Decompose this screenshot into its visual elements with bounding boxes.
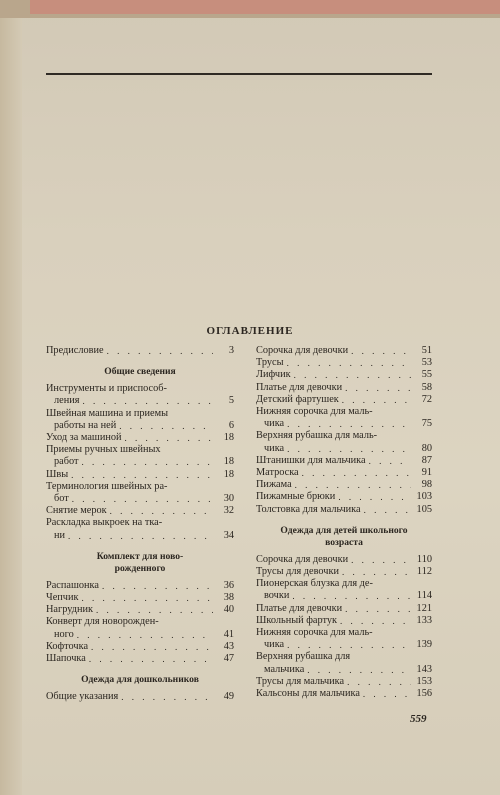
toc-entry-title: Чепчик — [46, 592, 79, 604]
toc-entry — [256, 578, 432, 602]
toc-entry-title: Матроска — [256, 467, 299, 479]
leader-dots — [340, 615, 411, 627]
toc-entry-page: 38 — [223, 592, 234, 604]
toc-entry-title: Верхняя рубашка для маль- — [256, 430, 378, 442]
toc-entry — [46, 604, 234, 616]
toc-left-column — [46, 345, 234, 703]
toc-entry-title: Уход за машиной — [46, 432, 122, 444]
toc-entry-title: Сорочка для девочки — [256, 345, 349, 356]
leader-dots — [71, 469, 213, 481]
toc-entry-title-cont: работы на ней — [54, 419, 117, 431]
toc-entry-page: 36 — [223, 579, 234, 591]
toc-entry-page: 72 — [421, 393, 432, 405]
toc-entry — [46, 408, 234, 432]
toc-entry-title-cont: ного — [54, 628, 74, 640]
toc-entry-title: Сорочка для девочки — [256, 553, 349, 565]
toc-entry-page: 41 — [223, 628, 234, 640]
toc-entry-page: 18 — [223, 432, 234, 444]
leader-dots — [292, 590, 411, 602]
toc-entry-page: 112 — [416, 566, 432, 578]
leader-dots — [96, 604, 213, 616]
toc-entry-title: Приемы ручных швейных — [46, 444, 161, 456]
leader-dots — [287, 357, 411, 369]
toc-entry — [256, 491, 432, 503]
leader-dots — [338, 491, 411, 503]
toc-entry-title: Пижама — [256, 479, 292, 491]
toc-entry — [46, 592, 234, 604]
leader-dots — [347, 676, 411, 688]
leader-dots — [363, 688, 411, 700]
section-heading-line: рожденного — [114, 562, 166, 574]
toc-entry-title: Трусы для мальчика — [256, 675, 345, 687]
toc-entry-page: 53 — [421, 357, 432, 369]
leader-dots — [107, 345, 213, 357]
toc-entry-page: 139 — [416, 639, 432, 651]
toc-title: ОГЛАВЛЕНИЕ — [206, 325, 294, 337]
toc-entry — [256, 467, 432, 479]
leader-dots — [302, 467, 411, 479]
leader-dots — [82, 395, 213, 407]
leader-dots — [102, 580, 213, 592]
toc-entry — [256, 603, 432, 615]
toc-entry-page: 47 — [223, 653, 234, 665]
toc-entry-title: Кофточка — [46, 640, 89, 652]
leader-dots — [287, 443, 411, 455]
leader-dots — [351, 554, 411, 566]
toc-entry-title: Нижняя сорочка для маль- — [256, 627, 373, 639]
toc-entry-title: Верхняя рубашка для — [256, 651, 351, 663]
toc-entry-title: Конверт для новорожден- — [46, 616, 159, 628]
leader-dots — [72, 493, 213, 505]
toc-entry-title: Платье для девочки — [256, 602, 343, 614]
leader-dots — [369, 455, 411, 467]
toc-entry — [46, 653, 234, 665]
toc-entry-title: Терминология швейных ра- — [46, 480, 168, 492]
toc-entry — [46, 481, 234, 505]
toc-entry-title-cont: ни — [54, 529, 66, 541]
toc-entry-page: 80 — [421, 442, 432, 454]
toc-right-column — [256, 345, 432, 700]
toc-entry-page: 121 — [416, 602, 432, 614]
toc-entry — [256, 688, 432, 700]
toc-entry-page: 133 — [416, 614, 432, 626]
toc-entry-page: 43 — [223, 640, 234, 652]
toc-entry — [46, 641, 234, 653]
toc-entry-page: 18 — [223, 456, 234, 468]
leader-dots — [342, 566, 411, 578]
toc-entry-page: 156 — [416, 688, 432, 700]
toc-entry-page: 114 — [416, 590, 432, 602]
toc-entry-title: Школьный фартук — [256, 614, 337, 626]
leader-dots — [91, 641, 213, 653]
leader-dots — [345, 603, 411, 615]
toc-entry — [46, 444, 234, 468]
toc-entry-title: Штанишки для мальчика — [256, 454, 366, 466]
toc-entry-title: Платье для девочки — [256, 381, 343, 393]
toc-entry-title: Инструменты и приспособ- — [46, 383, 167, 395]
toc-entry-page: 91 — [421, 467, 432, 479]
toc-entry-title: Трусы для девочки — [256, 566, 339, 578]
toc-entry — [256, 627, 432, 651]
section-heading-newborn — [46, 551, 234, 575]
toc-entry-page: 98 — [421, 479, 432, 491]
toc-entry — [256, 369, 432, 381]
toc-entry — [256, 357, 432, 369]
leader-dots — [287, 418, 411, 430]
toc-entry — [46, 469, 234, 481]
section-heading-general: Общие сведения — [104, 366, 176, 378]
toc-entry — [256, 455, 432, 467]
toc-entry-title-cont: чика — [264, 418, 285, 430]
toc-entry — [46, 580, 234, 592]
toc-entry-title-cont: работ — [54, 456, 79, 468]
leader-dots — [119, 420, 213, 432]
toc-entry-page: 6 — [228, 419, 234, 431]
leader-dots — [294, 369, 411, 381]
toc-entry-title: Нижняя сорочка для маль- — [256, 406, 373, 418]
toc-entry-title-cont: бот — [54, 493, 69, 505]
leader-dots — [307, 664, 411, 676]
leader-dots — [125, 432, 213, 444]
toc-entry — [256, 394, 432, 406]
toc-entry-page: 5 — [228, 395, 234, 407]
leader-dots — [364, 504, 411, 516]
toc-entry — [256, 479, 432, 491]
toc-entry-page: 49 — [223, 691, 234, 703]
toc-entry-page: 87 — [421, 454, 432, 466]
section-heading-line: Одежда для детей школьного — [280, 524, 408, 536]
toc-entry — [46, 505, 234, 517]
toc-entry-title: Шапочка — [46, 653, 86, 665]
toc-entry-title: Толстовка для мальчика — [256, 503, 361, 515]
leader-dots — [351, 345, 411, 357]
toc-entry — [46, 432, 234, 444]
toc-entry-title: Швейная машина и приемы — [46, 407, 169, 419]
leader-dots — [81, 456, 213, 468]
toc-entry-title-cont: вочки — [264, 590, 290, 602]
section-heading-school — [256, 525, 432, 549]
section-heading-preschool: Одежда для дошкольников — [81, 674, 199, 686]
leader-dots — [68, 530, 213, 542]
toc-entry-page: 143 — [416, 663, 432, 675]
toc-entry — [256, 406, 432, 430]
toc-entry-preface — [46, 345, 234, 357]
toc-entry — [46, 517, 234, 541]
leader-dots — [89, 653, 213, 665]
toc-entry — [46, 616, 234, 640]
section-heading-line: Комплект для ново- — [96, 550, 184, 562]
toc-entry-page: 34 — [223, 529, 234, 541]
toc-entry-title: Пионерская блузка для де- — [256, 578, 373, 590]
toc-entry — [256, 504, 432, 516]
toc-entry-page: 103 — [416, 491, 432, 503]
toc-entry-title-cont: чика — [264, 639, 285, 651]
toc-entry-page: 3 — [228, 345, 234, 356]
leader-dots — [110, 505, 213, 517]
leader-dots — [81, 592, 213, 604]
toc-entry-title: Раскладка выкроек на тка- — [46, 517, 163, 529]
header-rule — [46, 73, 432, 75]
toc-entry-title-cont: ления — [54, 395, 80, 407]
section-heading-line: возраста — [325, 536, 363, 548]
toc-entry-title: Детский фартушек — [256, 393, 339, 405]
toc-entry-page: 105 — [416, 503, 432, 515]
leader-dots — [342, 394, 411, 406]
toc-entry — [256, 651, 432, 675]
leader-dots — [121, 691, 213, 703]
toc-entry-page: 55 — [421, 369, 432, 381]
toc-entry — [256, 615, 432, 627]
toc-entry-page: 30 — [223, 493, 234, 505]
toc-entry-page: 153 — [416, 675, 432, 687]
toc-entry-title: Распашонка — [46, 579, 99, 591]
leader-dots — [287, 639, 411, 651]
toc-entry-page: 58 — [421, 381, 432, 393]
toc-entry-title-cont: мальчика — [264, 663, 305, 675]
toc-entry-title: Предисловие — [46, 345, 104, 356]
toc-entry — [256, 382, 432, 394]
toc-entry-title: Общие указания — [46, 691, 119, 703]
leader-dots — [77, 629, 213, 641]
toc-entry — [256, 345, 432, 357]
toc-entry-title-cont: чика — [264, 442, 285, 454]
toc-entry — [256, 554, 432, 566]
leader-dots — [295, 479, 411, 491]
toc-entry-page: 110 — [416, 553, 432, 565]
toc-entry-page: 51 — [421, 345, 432, 356]
toc-entry-title: Кальсоны для мальчика — [256, 688, 360, 700]
toc-entry-title: Пижамные брюки — [256, 491, 336, 503]
toc-entry-title: Снятие мерок — [46, 505, 107, 517]
toc-entry — [256, 566, 432, 578]
toc-entry-title: Нагрудник — [46, 604, 94, 616]
toc-entry-title: Трусы — [256, 357, 284, 369]
toc-entry-page: 18 — [223, 468, 234, 480]
toc-entry-page: 75 — [421, 418, 432, 430]
cover-edge-stain — [30, 0, 500, 14]
toc-entry — [46, 691, 234, 703]
leader-dots — [345, 382, 411, 394]
toc-entry-title: Лифчик — [256, 369, 291, 381]
toc-entry — [46, 383, 234, 407]
toc-entry-page: 40 — [223, 604, 234, 616]
page-number: 559 — [410, 713, 427, 725]
toc-entry — [256, 430, 432, 454]
toc-entry-title: Швы — [46, 468, 69, 480]
page-binding-edge — [0, 0, 22, 795]
toc-entry-page: 32 — [223, 505, 234, 517]
toc-entry — [256, 676, 432, 688]
